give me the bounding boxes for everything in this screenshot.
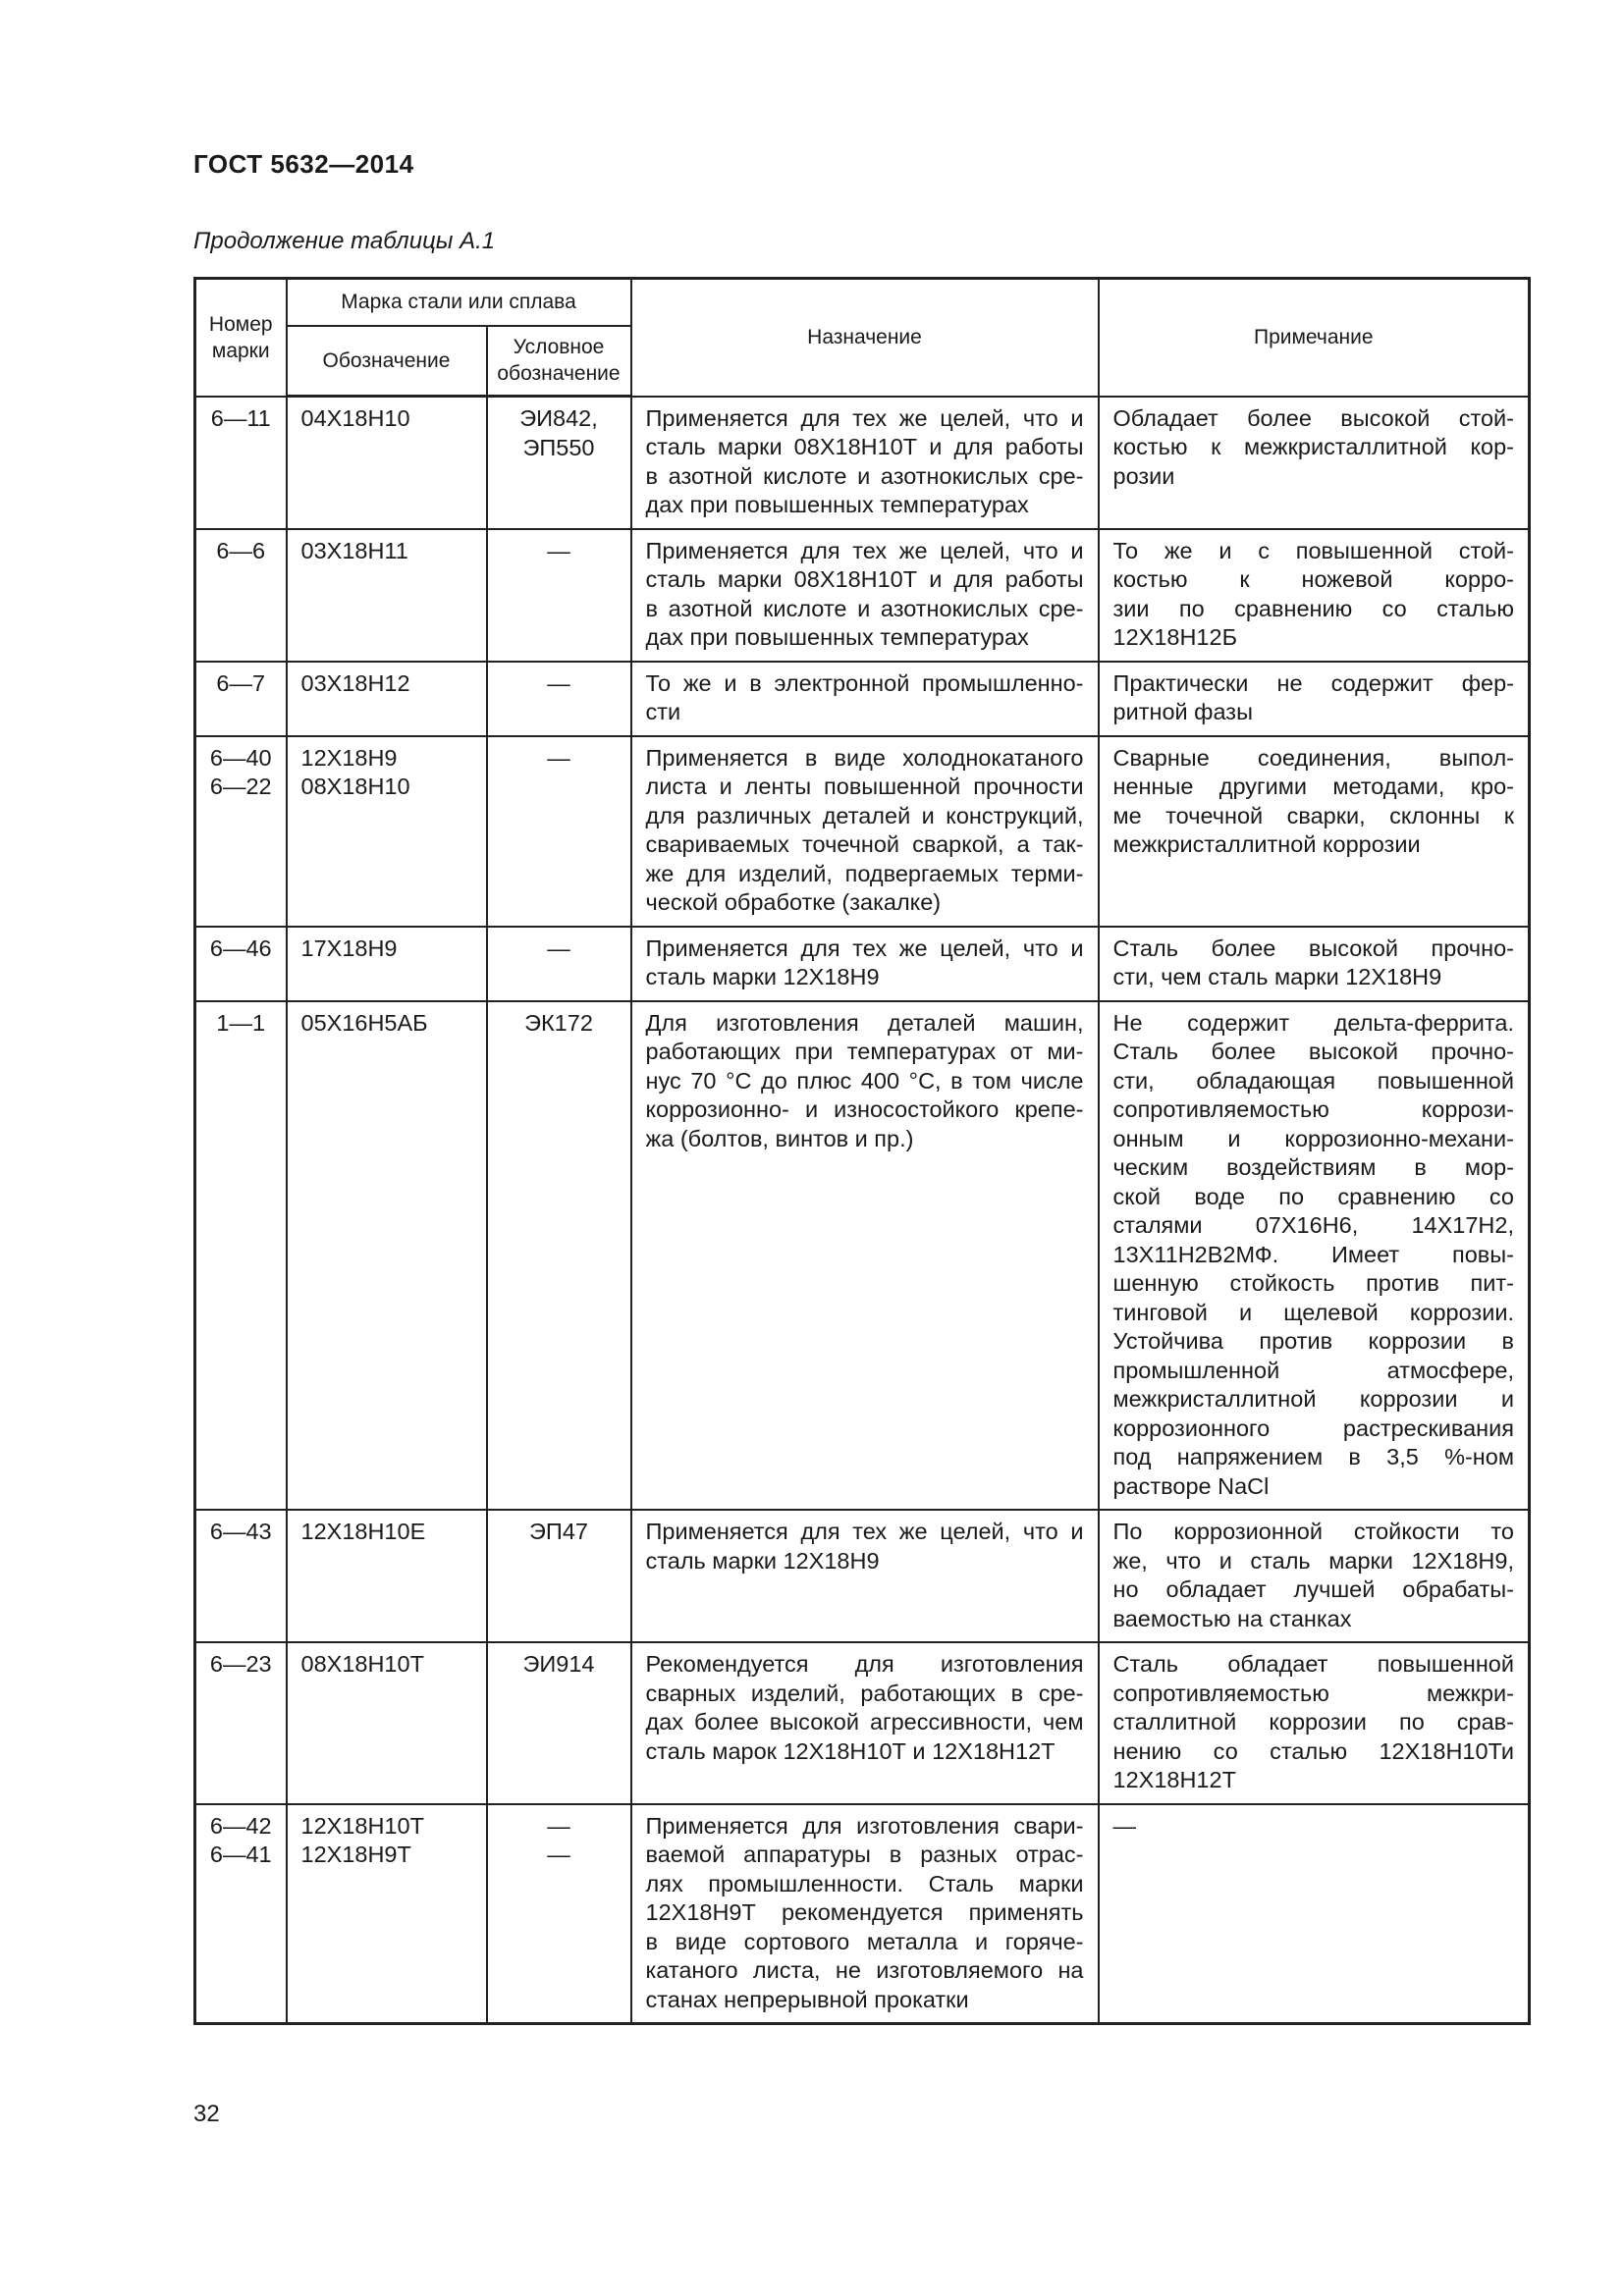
cell-designation: 17Х18Н9 bbox=[287, 927, 487, 1001]
table-row bbox=[195, 1642, 1530, 1804]
cell-designation: 12Х18Н10Т 12Х18Н9Т bbox=[287, 1804, 487, 2024]
header-conventional: Условное обозначение bbox=[487, 326, 631, 397]
cell-note: Сталь обладает повышенной сопротивляемостью межкри- сталлитной коррозии по срав- нению со сталью 12Х18Н10Ти 12Х18Н12Т bbox=[1099, 1642, 1530, 1804]
page-number: 32 bbox=[193, 2101, 220, 2127]
cell-purpose: Для изготовления деталей машин, работающих при температурах от ми- нус 70 °С до плюс 400 °С, в том числе коррозионно- и износостойкого крепе- жа (болтов, винтов и пр.) bbox=[631, 1001, 1099, 1511]
cell-number: 6—40 6—22 bbox=[195, 736, 287, 927]
cell-number: 6—46 bbox=[195, 927, 287, 1001]
table-row bbox=[195, 736, 1530, 927]
cell-designation: 03Х18Н12 bbox=[287, 662, 487, 736]
table-row bbox=[195, 1510, 1530, 1642]
cell-purpose: То же и в электронной промышленно- сти bbox=[631, 662, 1099, 736]
cell-note: Сварные соединения, выпол- ненные другими методами, кро- ме точечной сварки, склонны к межкристаллитной коррозии bbox=[1099, 736, 1530, 927]
cell-conventional: ЭП47 bbox=[487, 1510, 631, 1642]
cell-purpose: Применяется для тех же целей, что и сталь марки 12Х18Н9 bbox=[631, 927, 1099, 1001]
cell-note: Обладает более высокой стой- костью к межкристаллитной кор- розии bbox=[1099, 397, 1530, 529]
cell-note: Сталь более высокой прочно- сти, чем сталь марки 12Х18Н9 bbox=[1099, 927, 1530, 1001]
table-row bbox=[195, 1804, 1530, 2024]
table-row bbox=[195, 529, 1530, 662]
cell-conventional: — bbox=[487, 736, 631, 927]
header-purpose: Назначение bbox=[631, 279, 1099, 397]
header-number: Номер марки bbox=[195, 279, 287, 397]
table-row bbox=[195, 927, 1530, 1001]
steel-grades-table bbox=[193, 277, 1531, 2025]
header-designation: Обозначение bbox=[287, 326, 487, 397]
cell-purpose: Рекомендуется для изготовления сварных изделий, работающих в сре- дах более высокой агрессивности, чем сталь марок 12Х18Н10Т и 12Х18Н12Т bbox=[631, 1642, 1099, 1804]
table-caption: Продолжение таблицы А.1 bbox=[193, 228, 496, 254]
cell-conventional: ЭИ842, ЭП550 bbox=[487, 397, 631, 529]
cell-note: То же и с повышенной стой- костью к ножевой корро- зии по сравнению со сталью 12Х18Н12Б bbox=[1099, 529, 1530, 662]
cell-number: 6—42 6—41 bbox=[195, 1804, 287, 2024]
cell-designation: 04Х18Н10 bbox=[287, 397, 487, 529]
cell-note: Практически не содержит фер- ритной фазы bbox=[1099, 662, 1530, 736]
cell-number: 1—1 bbox=[195, 1001, 287, 1511]
cell-designation: 12Х18Н10Е bbox=[287, 1510, 487, 1642]
cell-purpose: Применяется для тех же целей, что и сталь марки 08Х18Н10Т и для работы в азотной кислоте и азотнокислых сре- дах при повышенных температурах bbox=[631, 397, 1099, 529]
header-grade-group: Марка стали или сплава bbox=[287, 279, 631, 326]
table-row bbox=[195, 397, 1530, 529]
cell-designation: 08Х18Н10Т bbox=[287, 1642, 487, 1804]
cell-designation: 12Х18Н9 08Х18Н10 bbox=[287, 736, 487, 927]
cell-number: 6—43 bbox=[195, 1510, 287, 1642]
header-note: Примечание bbox=[1099, 279, 1530, 397]
cell-conventional: — bbox=[487, 662, 631, 736]
cell-conventional: — bbox=[487, 927, 631, 1001]
cell-conventional: ЭК172 bbox=[487, 1001, 631, 1511]
cell-number: 6—23 bbox=[195, 1642, 287, 1804]
cell-note: — bbox=[1099, 1804, 1530, 2024]
cell-designation: 05Х16Н5АБ bbox=[287, 1001, 487, 1511]
table-row bbox=[195, 1001, 1530, 1511]
cell-number: 6—7 bbox=[195, 662, 287, 736]
table-row bbox=[195, 662, 1530, 736]
cell-conventional: — — bbox=[487, 1804, 631, 2024]
cell-note: Не содержит дельта-феррита. Сталь более высокой прочно- сти, обладающая повышенной сопротивляемостью коррози- онным и коррозионно-механи- ческим воздействиям в мор- ской воде по сравнению со сталями 07Х16Н6, 14Х17Н2, 13Х11Н2В2МФ. Имеет повы- шенную стойкость против пит- тинговой и щелевой коррозии. Устойчива против коррозии в промышленной атмосфере, межкристаллитной коррозии и коррозионного растрескивания под напряжением в 3,5 %-ном растворе NaCl bbox=[1099, 1001, 1530, 1511]
cell-number: 6—11 bbox=[195, 397, 287, 529]
table-header bbox=[195, 279, 1530, 397]
cell-purpose: Применяется в виде холоднокатаного листа и ленты повышенной прочности для различных деталей и конструкций, свариваемых точечной сваркой, а так- же для изделий, подвергаемых терми- ческой обработке (закалке) bbox=[631, 736, 1099, 927]
cell-conventional: ЭИ914 bbox=[487, 1642, 631, 1804]
cell-designation: 03Х18Н11 bbox=[287, 529, 487, 662]
cell-conventional: — bbox=[487, 529, 631, 662]
cell-note: По коррозионной стойкости то же, что и сталь марки 12Х18Н9, но обладает лучшей обрабаты- ваемостью на станках bbox=[1099, 1510, 1530, 1642]
cell-number: 6—6 bbox=[195, 529, 287, 662]
document-header: ГОСТ 5632—2014 bbox=[193, 149, 414, 179]
cell-purpose: Применяется для тех же целей, что и сталь марки 08Х18Н10Т и для работы в азотной кислоте и азотнокислых сре- дах при повышенных температурах bbox=[631, 529, 1099, 662]
cell-purpose: Применяется для тех же целей, что и сталь марки 12Х18Н9 bbox=[631, 1510, 1099, 1642]
cell-purpose: Применяется для изготовления свари- ваемой аппаратуры в разных отрас- лях промышленности. Сталь марки 12Х18Н9Т рекомендуется применять в виде сортового металла и горяче- катаного листа, не изготовляемого на станах непрерывной прокатки bbox=[631, 1804, 1099, 2024]
